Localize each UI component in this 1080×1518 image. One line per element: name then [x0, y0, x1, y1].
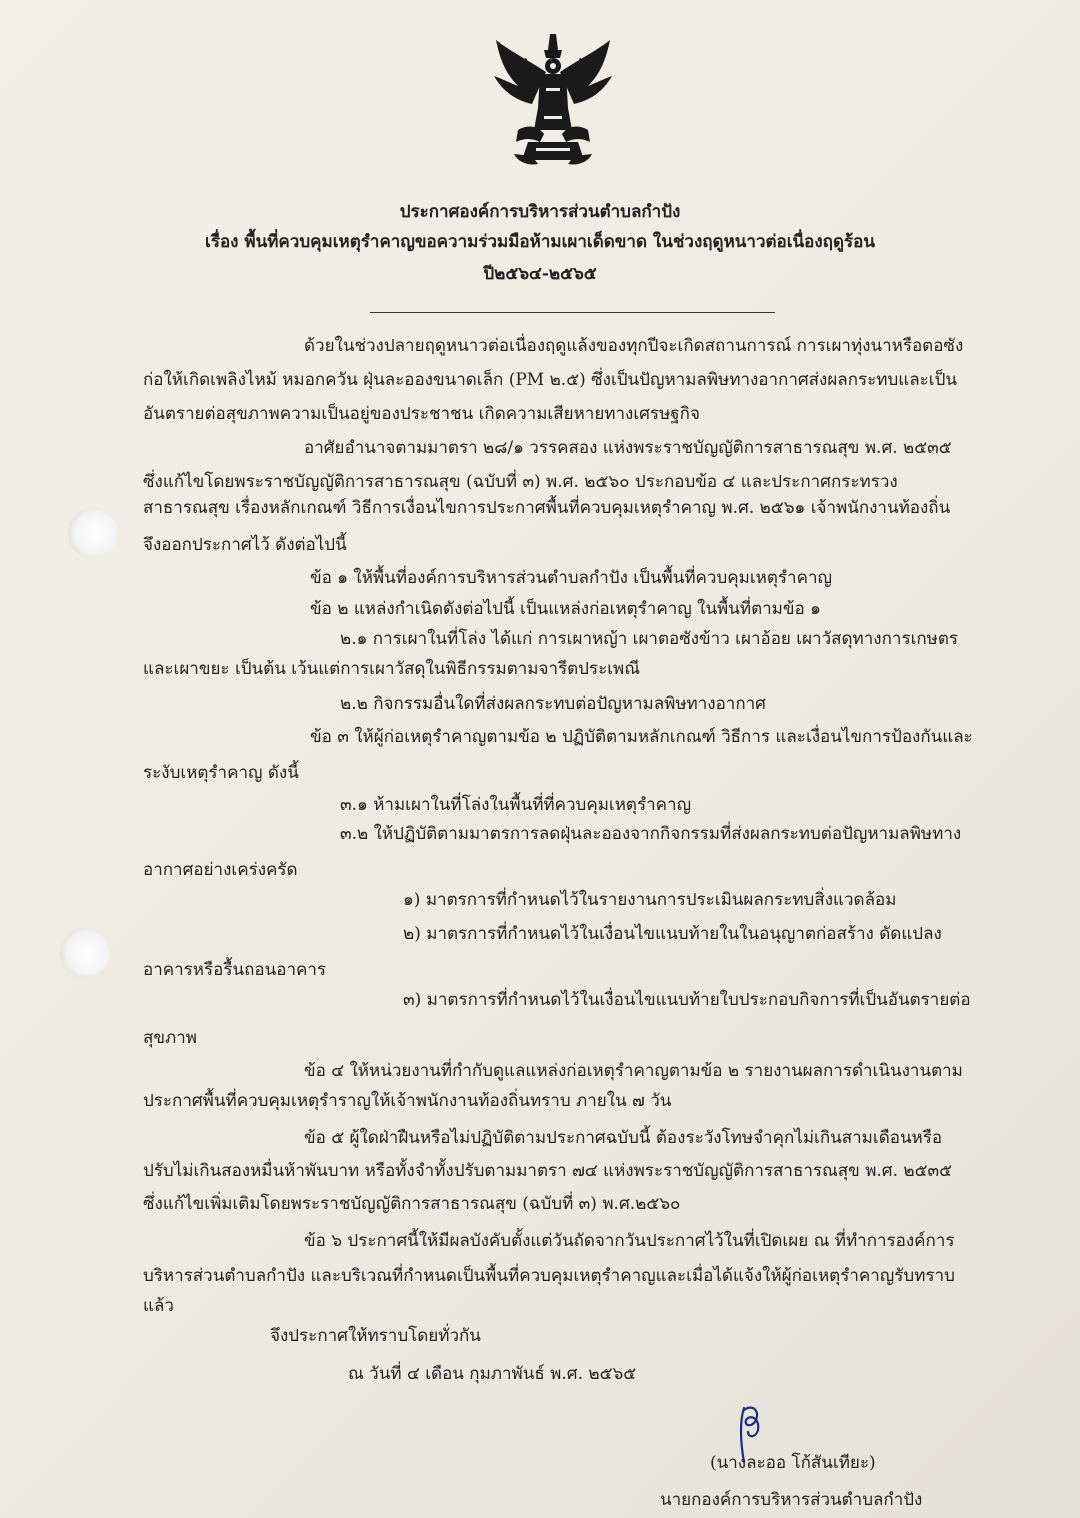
punch-hole	[68, 508, 118, 558]
clause-2-2: ๒.๒ กิจกรรมอื่นใดที่ส่งผลกระทบต่อปัญหามลพิษทางอากาศ	[340, 694, 766, 714]
clause-5-cont: ซึ่งแก้ไขเพิ่มเติมโดยพระราชบัญญัติการสาธารณสุข (ฉบับที่ ๓) พ.ศ.๒๕๖๐	[143, 1194, 681, 1214]
body-line: ซึ่งแก้ไขโดยพระราชบัญญัติการสาธารณสุข (ฉบับที่ ๓) พ.ศ. ๒๕๖๐ ประกอบข้อ ๔ และประกาศกระทรวง	[143, 472, 898, 492]
punch-hole	[60, 928, 110, 978]
garuda-emblem	[488, 30, 618, 170]
announcement-date: ณ วันที่ ๔ เดือน กุมภาพันธ์ พ.ศ. ๒๕๖๕	[348, 1364, 637, 1384]
measure-1: ๑) มาตรการที่กำหนดไว้ในรายงานการประเมินผลกระทบสิ่งแวดล้อม	[403, 890, 897, 910]
clause-1: ข้อ ๑ ให้พื้นที่องค์การบริหารส่วนตำบลกำปัง เป็นพื้นที่ควบคุมเหตุรำคาญ	[310, 568, 832, 588]
clause-6-cont: แล้ว	[143, 1296, 174, 1316]
measure-3: ๓) มาตรการที่กำหนดไว้ในเงื่อนไขแนบท้ายใบประกอบกิจการที่เป็นอันตรายต่อ	[403, 990, 971, 1010]
measure-3-cont: สุขภาพ	[143, 1028, 197, 1048]
body-line: อันตรายต่อสุขภาพความเป็นอยู่ของประชาชน เกิดความเสียหายทางเศรษฐกิจ	[143, 404, 700, 424]
announcement-subject: เรื่อง พื้นที่ควบคุมเหตุรำคาญขอความร่วมมือห้ามเผาเด็ดขาด ในช่วงฤดูหนาวต่อเนื่องฤดูร้อน	[205, 232, 875, 252]
closing-announcement: จึงประกาศให้ทราบโดยทั่วกัน	[270, 1326, 481, 1346]
clause-6-cont: บริหารส่วนตำบลกำปัง และบริเวณที่กำหนดเป็นพื้นที่ควบคุมเหตุรำคาญและเมื่อได้แจ้งให้ผู้ก่อเหตุรำคาญรับทราบ	[143, 1266, 955, 1286]
signer-name: (นางละออ โก้สันเทียะ)	[710, 1453, 876, 1473]
clause-3: ข้อ ๓ ให้ผู้ก่อเหตุรำคาญตามข้อ ๒ ปฏิบัติตามหลักเกณฑ์ วิธีการ และเงื่อนไขการป้องกันและ	[310, 727, 973, 747]
announcement-year: ปี๒๕๖๔-๒๕๖๕	[483, 264, 597, 284]
body-line: ด้วยในช่วงปลายฤดูหนาวต่อเนื่องฤดูแล้งของทุกปีจะเกิดสถานการณ์ การเผาทุ่งนาหรือตอซัง	[304, 336, 964, 356]
body-line: จึงออกประกาศไว้ ดังต่อไปนี้	[143, 535, 347, 555]
clause-4-cont: ประกาศพื้นที่ควบคุมเหตุรำราญให้เจ้าพนักงานท้องถิ่นทราบ ภายใน ๗ วัน	[143, 1091, 672, 1111]
clause-6: ข้อ ๖ ประกาศนี้ให้มีผลบังคับตั้งแต่วันถัดจากวันประกาศไว้ในที่เปิดเผย ณ ที่ทำการองค์การ	[304, 1231, 955, 1251]
clause-3-1: ๓.๑ ห้ามเผาในที่โล่งในพื้นที่ที่ควบคุมเหตุรำคาญ	[340, 795, 692, 815]
clause-3-cont: ระงับเหตุรำคาญ ดังนี้	[143, 763, 299, 783]
measure-2-cont: อาคารหรือรื้นถอนอาคาร	[143, 960, 327, 980]
clause-2-1-cont: และเผาขยะ เป็นต้น เว้นแต่การเผาวัสดุในพิธีกรรมตามจารีตประเพณี	[143, 659, 641, 679]
clause-3-2-cont: อากาศอย่างเคร่งครัด	[143, 860, 298, 880]
clause-3-2: ๓.๒ ให้ปฏิบัติตามมาตรการลดฝุ่นละอองจากกิจกรรมที่ส่งผลกระทบต่อปัญหามลพิษทาง	[340, 824, 962, 844]
clause-5-cont: ปรับไม่เกินสองหมื่นห้าพันบาท หรือทั้งจำทั้งปรับตามมาตรา ๗๔ แห่งพระราชบัญญัติการสาธารณสุข พ.ศ. ๒๕๓๕	[143, 1161, 952, 1181]
measure-2: ๒) มาตรการที่กำหนดไว้ในเงื่อนไขแนบท้ายในในอนุญาตก่อสร้าง ดัดแปลง	[403, 924, 942, 944]
body-line: อาศัยอำนาจตามมาตรา ๒๘/๑ วรรคสอง แห่งพระราชบัญญัติการสาธารณสุข พ.ศ. ๒๕๓๕	[304, 438, 952, 458]
clause-2: ข้อ ๒ แหล่งกำเนิดดังต่อไปนี้ เป็นแหล่งก่อเหตุรำคาญ ในพื้นที่ตามข้อ ๑	[310, 599, 821, 619]
clause-5: ข้อ ๕ ผู้ใดฝ่าฝืนหรือไม่ปฏิบัติตามประกาศฉบับนี้ ต้องระวังโทษจำคุกไม่เกินสามเดือนหรือ	[304, 1128, 943, 1148]
header-divider	[370, 312, 775, 313]
clause-2-1: ๒.๑ การเผาในที่โล่ง ได้แก่ การเผาหญ้า เผาตอซังข้าว เผาอ้อย เผาวัสดุทางการเกษตร	[340, 629, 959, 649]
signer-title: นายกองค์การบริหารส่วนตำบลกำปัง	[660, 1490, 923, 1510]
clause-4: ข้อ ๔ ให้หน่วยงานที่กำกับดูแลแหล่งก่อเหตุรำคาญตามข้อ ๒ รายงานผลการดำเนินงานตาม	[304, 1061, 963, 1081]
body-line: สาธารณสุข เรื่องหลักเกณฑ์ วิธีการเงื่อนไขการประกาศพื้นที่ควบคุมเหตุรำคาญ พ.ศ. ๒๕๖๑ เจ้าพนักงานท้องถิ่น	[143, 498, 951, 518]
body-line: ก่อให้เกิดเพลิงไหม้ หมอกควัน ฝุ่นละอองขนาดเล็ก (PM ๒.๕) ซึ่งเป็นปัญหามลพิษทางอากาศส่งผลกระทบและเป็น	[143, 370, 958, 390]
announcement-org-title: ประกาศองค์การบริหารส่วนตำบลกำปัง	[399, 202, 681, 222]
